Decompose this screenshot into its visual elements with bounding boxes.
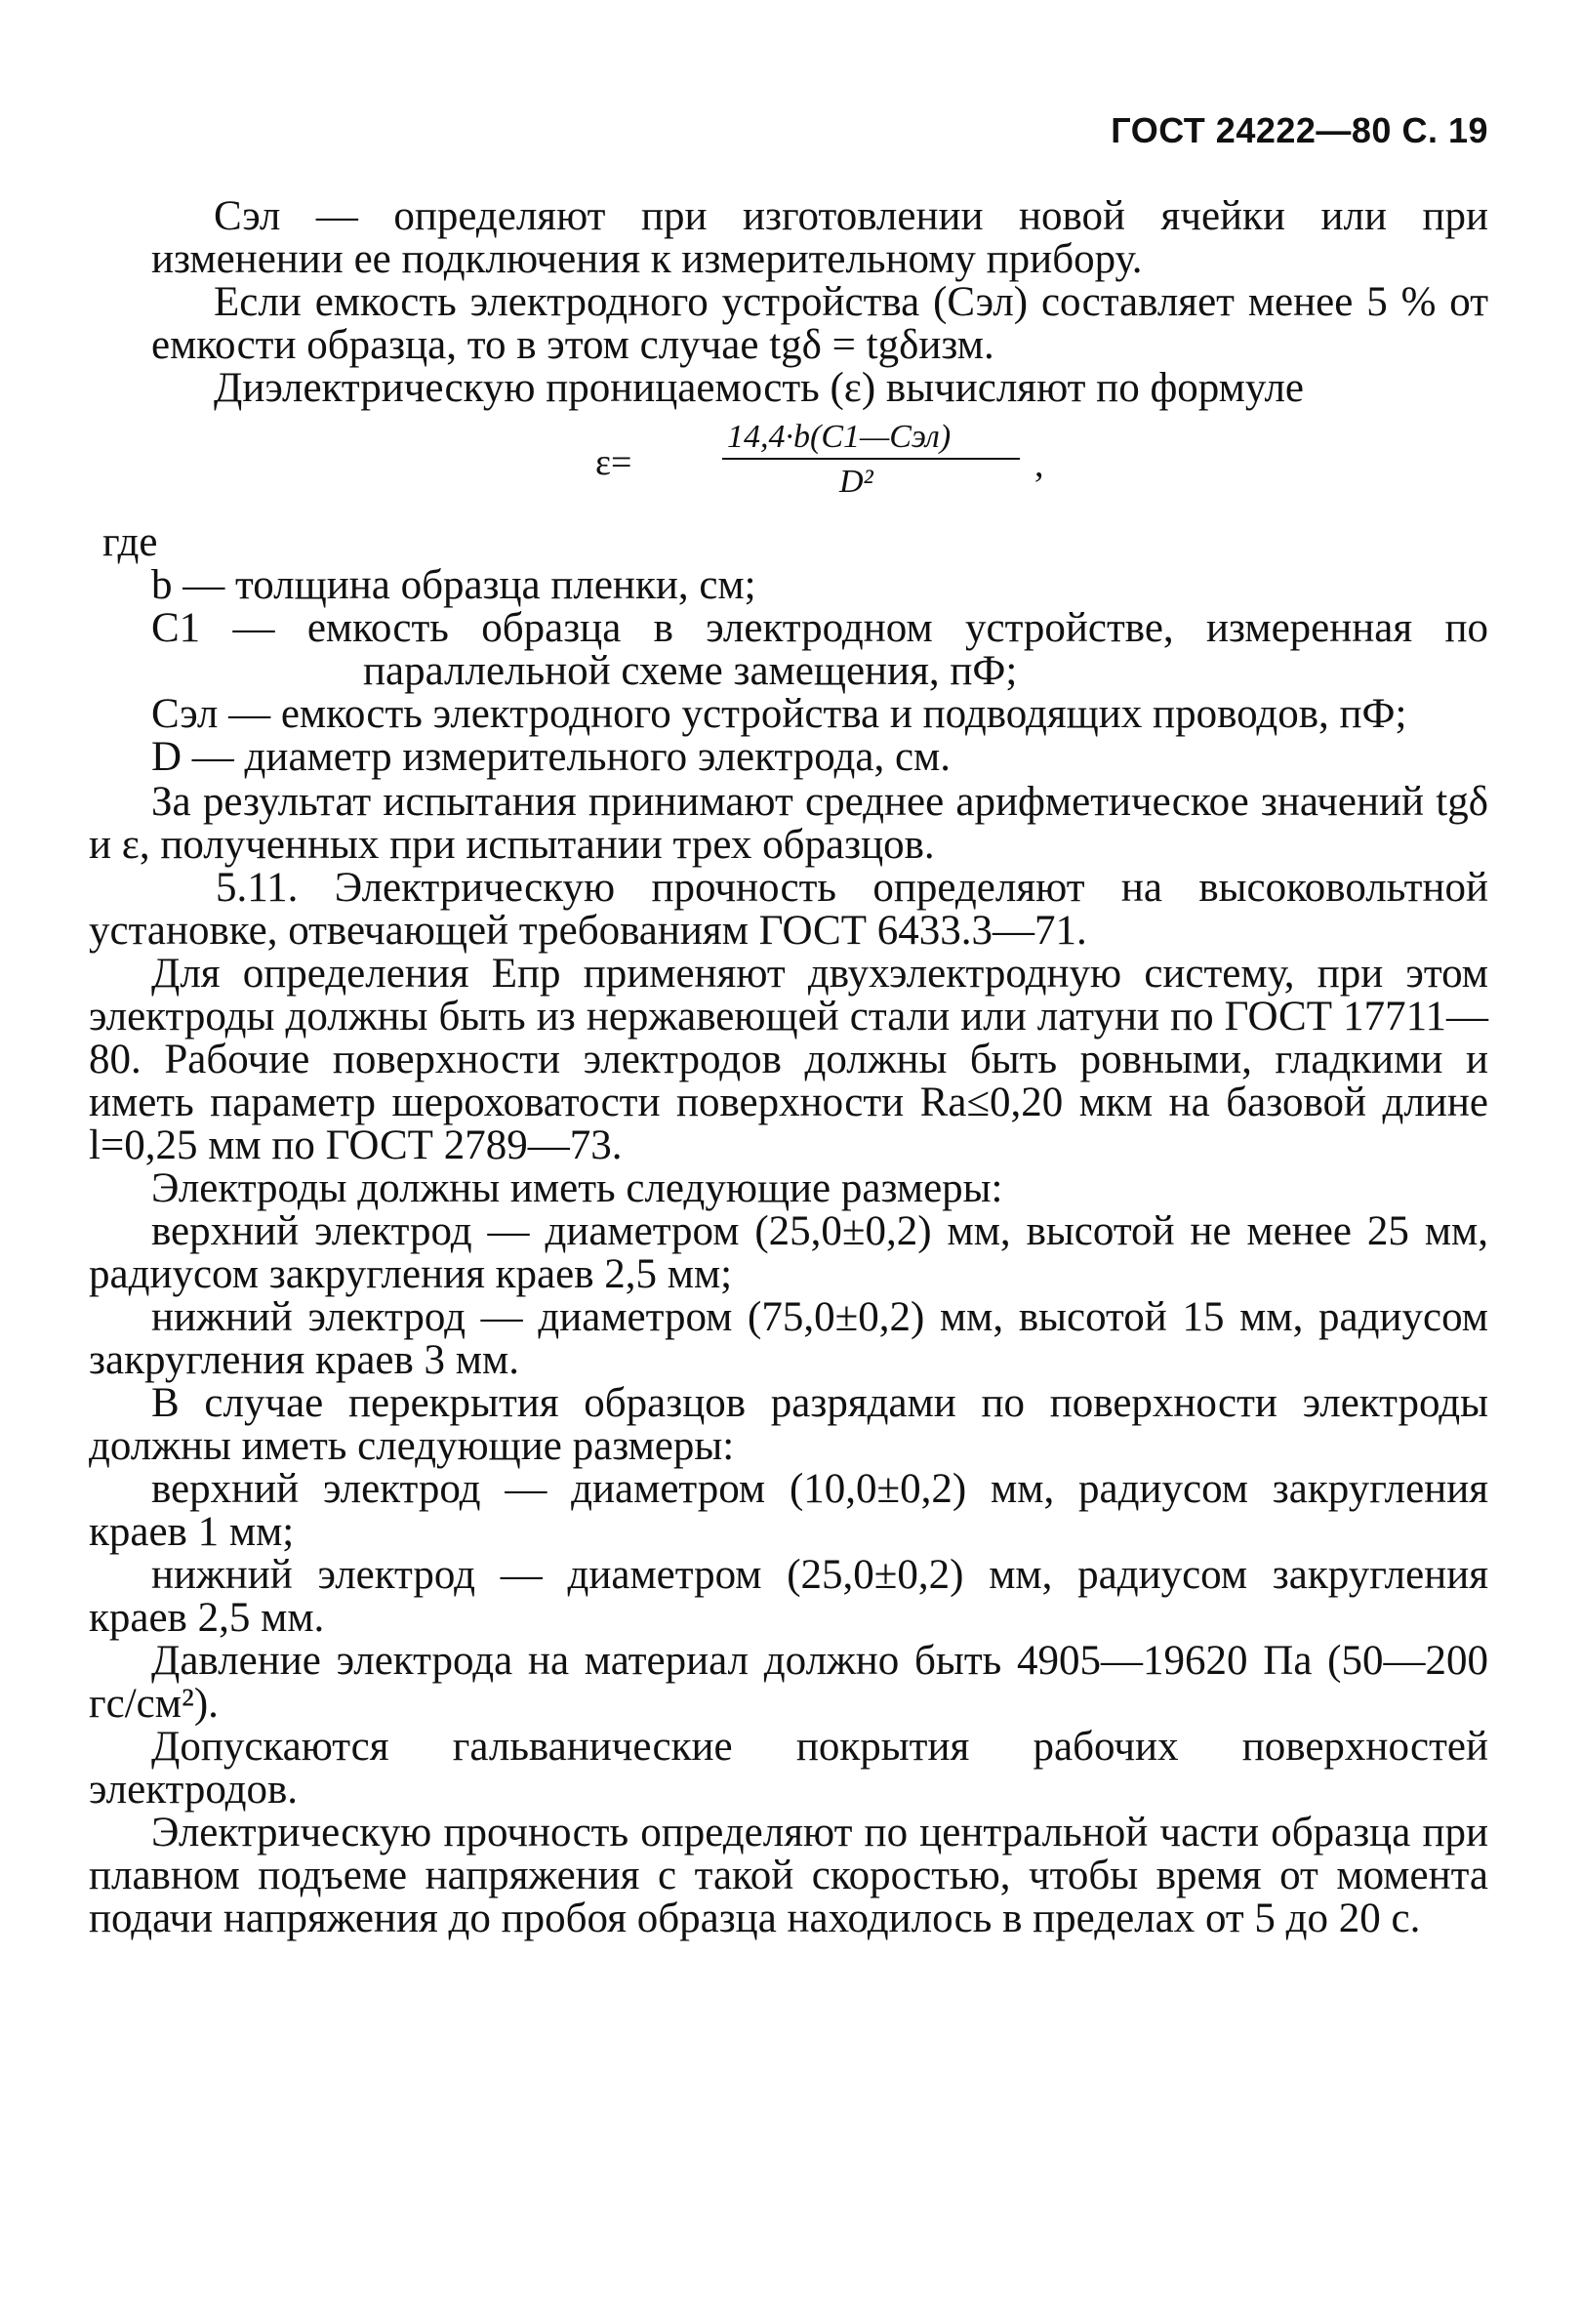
formula-lhs: ε=: [595, 442, 632, 483]
paragraph-flashover-case: В случае перекрытия образцов разрядами по поверхности электроды должны иметь следующие размеры:: [89, 1380, 1488, 1469]
paragraph-pressure: Давление электрода на материал должно быть 4905—19620 Па (50—200 гс/см²).: [89, 1638, 1488, 1727]
paragraph-result: За результат испытания принимают среднее арифметическое значений tgδ и ε, полученных при испытании трех образцов.: [89, 779, 1488, 868]
paragraph-lower-electrode: нижний электрод — диаметром (75,0±0,2) мм, высотой 15 мм, радиусом закругления краев 3 мм.: [89, 1294, 1488, 1383]
where-label: где: [102, 519, 158, 565]
body-text: [89, 193, 1488, 1941]
paragraph-cel-definition: Сэл — определяют при изготовлении новой ячейки или при изменении ее подключения к измерительному прибору.: [151, 193, 1488, 282]
permittivity-formula: [151, 414, 1488, 521]
formula-denominator: D²: [839, 464, 873, 500]
fraction-bar: [722, 458, 1020, 460]
paragraph-upper-electrode: верхний электрод — диаметром (25,0±0,2) мм, высотой не менее 25 мм, радиусом закругления краев 2,5 мм;: [89, 1208, 1488, 1297]
formula-numerator: 14,4·b(C1—Cэл): [727, 419, 952, 455]
paragraph-lower-electrode-alt: нижний электрод — диаметром (25,0±0,2) мм, радиусом закругления краев 2,5 мм.: [89, 1552, 1488, 1641]
paragraph-permittivity-intro: Диэлектрическую проницаемость (ε) вычисляют по формуле: [214, 365, 1305, 411]
paragraph-coatings: Допускаются гальванические покрытия рабочих поверхностей электродов.: [89, 1724, 1488, 1813]
paragraph-electrodes-system: Для определения Eпр применяют двухэлектродную систему, при этом электроды должны быть из нержавеющей стали или латуни по ГОСТ 17711—80. Рабочие поверхности электродов должны быть ровными, гладкими и иметь параметр шероховатости поверхности Ra≤0,20 мкм на базовой длине l=0,25 мм по ГОСТ 2789—73.: [89, 951, 1488, 1168]
definition-b: b — толщина образца пленки, см;: [151, 562, 756, 608]
paragraph-tg-condition: Если емкость электродного устройства (Сэл) составляет менее 5 % от емкости образца, то в этом случае tgδ = tgδизм.: [151, 279, 1488, 368]
formula-comma: ,: [1034, 444, 1044, 485]
paragraph-upper-electrode-alt: верхний электрод — диаметром (10,0±0,2) мм, радиусом закругления краев 1 мм;: [89, 1466, 1488, 1555]
definition-cel: Сэл — емкость электродного устройства и подводящих проводов, пФ;: [151, 691, 1407, 737]
paragraph-5-11: 5.11. Электрическую прочность определяют на высоковольтной установке, отвечающей требованиям ГОСТ 6433.3—71.: [89, 865, 1488, 954]
paragraph-electrode-sizes-intro: Электроды должны иметь следующие размеры:: [151, 1165, 1003, 1211]
paragraph-test-procedure: Электрическую прочность определяют по центральной части образца при плавном подъеме напряжения с такой скоростью, чтобы время от момента подачи напряжения до пробоя образца находилось в пределах от 5 до 20 с.: [89, 1810, 1488, 1941]
definition-d: D — диаметр измерительного электрода, см.: [151, 734, 951, 780]
running-header: ГОСТ 24222—80 С. 19: [1111, 110, 1488, 150]
definition-c1: C1 — емкость образца в электродном устройстве, измеренная по параллельной схеме замещения, пФ;: [151, 605, 1488, 694]
